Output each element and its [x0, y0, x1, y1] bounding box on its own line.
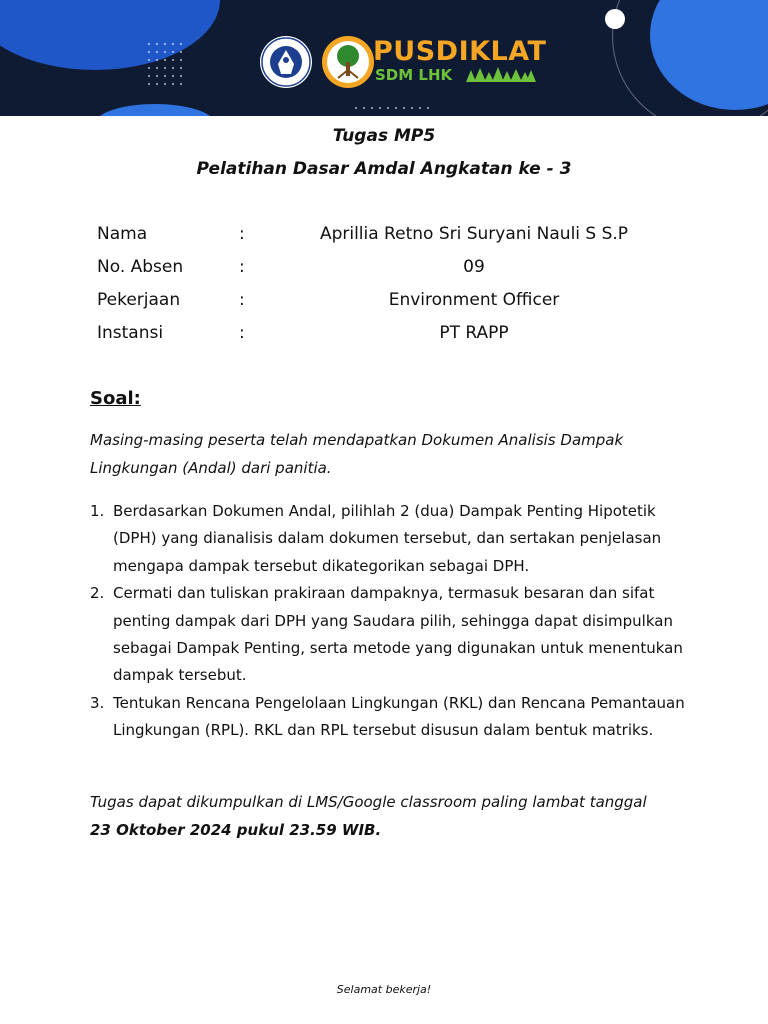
info-row-pekerjaan — [97, 290, 657, 323]
info-value: Aprillia Retno Sri Suryani Nauli S S.P — [319, 224, 629, 244]
info-separator: : — [239, 290, 245, 310]
info-value: PT RAPP — [439, 323, 509, 343]
info-label: Pekerjaan — [97, 290, 181, 310]
document-title: Tugas MP5 — [332, 126, 436, 146]
dot-pattern — [352, 104, 432, 114]
info-separator: : — [239, 224, 245, 244]
forest-icon — [466, 66, 536, 82]
list-item — [90, 580, 690, 690]
footer-note: Selamat bekerja! — [336, 983, 432, 996]
deadline-text: 23 Oktober 2024 pukul 23.59 WIB. — [90, 821, 382, 839]
info-value: 09 — [463, 257, 485, 277]
decorative-dot — [605, 9, 625, 29]
closing-text: Tugas dapat dikumpulkan di LMS/Google classroom paling lambat tanggal — [90, 793, 647, 811]
section-heading: Soal: — [90, 388, 141, 409]
question-list — [90, 498, 690, 745]
closing-paragraph — [90, 788, 690, 844]
participant-info — [97, 224, 657, 356]
document-subtitle: Pelatihan Dasar Amdal Angkatan ke - 3 — [196, 159, 572, 179]
brand-subtitle: SDM LHK — [375, 66, 453, 84]
item-number: 1. — [90, 502, 105, 520]
info-value: Environment Officer — [388, 290, 560, 310]
list-item — [90, 690, 690, 745]
info-row-absen — [97, 257, 657, 290]
list-item — [90, 498, 690, 580]
info-label: Nama — [97, 224, 148, 244]
info-row-name — [97, 224, 657, 257]
item-text: Berdasarkan Dokumen Andal, pilihlah 2 (dua) Dampak Penting Hipotetik (DPH) yang dianalisis dalam dokumen tersebut, dan sertakan penjelasan mengapa dampak tersebut dikategorikan sebagai DPH. — [113, 502, 662, 575]
dot-pattern — [145, 40, 187, 88]
intro-paragraph: Masing-masing peserta telah mendapatkan Dokumen Analisis Dampak Lingkungan (Andal) dari panitia. — [90, 431, 624, 477]
item-number: 3. — [90, 693, 105, 712]
itb-logo — [258, 34, 314, 90]
brand-title: PUSDIKLAT — [373, 36, 547, 67]
decorative-blob — [95, 104, 215, 116]
info-separator: : — [239, 257, 245, 277]
lhk-logo — [320, 34, 376, 90]
decorative-blob — [0, 0, 220, 70]
info-label: No. Absen — [97, 257, 184, 277]
info-row-instansi — [97, 323, 657, 356]
info-label: Instansi — [97, 323, 164, 343]
item-number: 2. — [90, 584, 105, 603]
header-banner — [0, 0, 768, 116]
item-text: Tentukan Rencana Pengelolaan Lingkungan (RKL) dan Rencana Pemantauan Lingkungan (RPL). RKL dan RPL tersebut disusun dalam bentuk matriks. — [113, 693, 685, 740]
info-separator: : — [239, 323, 245, 343]
item-text: Cermati dan tuliskan prakiraan dampaknya, termasuk besaran dan sifat penting dampak dari DPH yang Saudara pilih, sehingga dapat disimpulkan sebagai Dampak Penting, serta metode yang digunakan untuk menentukan dampak tersebut. — [113, 584, 683, 685]
